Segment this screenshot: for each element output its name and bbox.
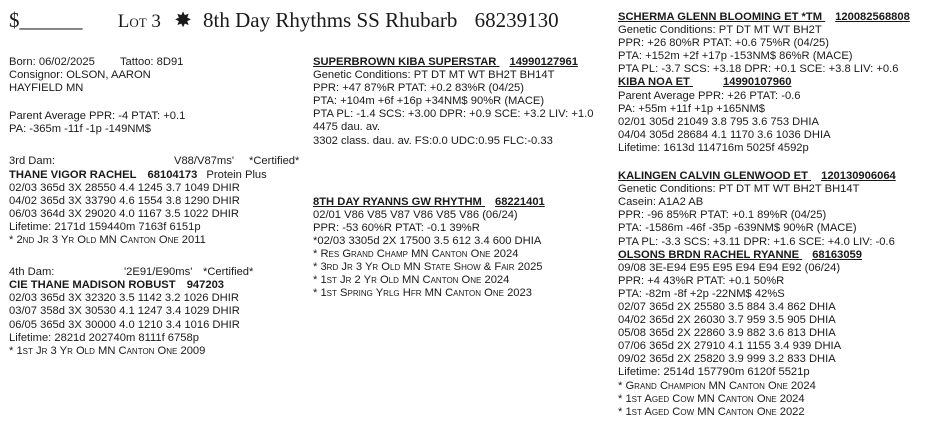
fourth-dam-classification: '2E91/E90ms' [124, 266, 193, 279]
dam-of-dam-line: PTA: -82m -8f +2p -22NM$ 42%S [618, 287, 785, 300]
sire-line: PTA PL: -1.4 SCS: +3.00 DPR: +0.9 SCE: +3.2 LIV: +1.0 [313, 108, 594, 121]
sire-of-dam-name: KALINGEN CALVIN GLENWOOD ET [618, 170, 808, 183]
consignor: Consignor: OLSON, AARON [9, 69, 151, 82]
sire-of-sire-line: PTA: +152m +2f +17p -153NM$ 86%R (MACE) [618, 50, 853, 63]
sire-of-sire-name-row [618, 11, 923, 24]
dam-line: PPR: -53 60%R PTAT: -0.1 39%R [313, 221, 480, 234]
fourth-dam-name: CIE THANE MADISON ROBUST [9, 279, 176, 292]
price-blank: $______ [9, 8, 83, 32]
dam-award: * Res Grand Champ MN Canton One 2024 [313, 248, 519, 261]
dam-of-dam-line: 09/02 365d 2X 25820 3.9 999 3.2 833 DHIA [618, 353, 836, 366]
third-dam-label: 3rd Dam: [9, 155, 56, 168]
sire-of-dam-line: Genetic Conditions: PT DT MT WT BH2T BH14T [618, 183, 860, 196]
sire-line: 4475 dau. av. [313, 121, 380, 134]
sire-of-sire-line: PPR: +26 80%R PTAT: +0.6 75%R (04/25) [618, 37, 830, 50]
fourth-dam-award: * 1st Jr 3 Yr Old MN Canton One 2009 [9, 344, 206, 357]
dam-name: 8TH DAY RYANNS GW RHYTHM [313, 195, 482, 208]
animal-registration: 68239130 [474, 8, 559, 32]
dam-of-dam-award: * 1st Aged Cow MN Canton One 2024 [618, 392, 805, 405]
dam-award: * 3rd Jr 3 Yr Old MN State Show & Fair 2025 [313, 261, 543, 274]
fourth-dam-reg: 947203 [186, 279, 225, 292]
third-dam-name: THANE VIGOR RACHEL [9, 168, 137, 181]
sire-of-dam-line: PPR: -96 85%R PTAT: +0.1 89%R (04/25) [618, 209, 827, 222]
third-dam-header [9, 155, 305, 168]
dam-of-sire-line: 02/01 305d 21049 3.8 795 3.6 753 DHIA [618, 115, 819, 128]
sire-of-dam-line: PTA: -1586m -46f -35p -639NM$ 90%R (MACE) [618, 222, 857, 235]
third-dam-lifetime: Lifetime: 2171d 159440m 7163f 6151p [9, 220, 201, 233]
sire-of-sire-line: PTA PL: -3.7 SCS: +3.18 DPR: +0.1 SCE: +3.8 LIV: +0.6 [618, 63, 899, 76]
sire-dam-column [313, 56, 613, 300]
third-dam-reg: 68104173 [147, 168, 198, 181]
third-dam-name-row [9, 169, 305, 182]
dam-reg: 68221401 [494, 195, 545, 208]
born-date: Born: 06/02/2025 [9, 56, 95, 68]
consignor-location: HAYFIELD MN [9, 82, 84, 95]
dam-of-sire-line: Parent Average PPR: +26 PTAT: -0.6 [618, 89, 801, 102]
sire-name: SUPERBROWN KIBA SUPERSTAR [313, 56, 497, 68]
third-dam-record: 06/03 364d 3X 29020 4.0 1167 3.5 1022 DHIR [9, 207, 239, 220]
animal-info-column [9, 56, 305, 358]
grandparents-column [618, 11, 923, 419]
sire-line: 3302 class. dau. av. FS:0.0 UDC:0.95 FLC:-0.33 [313, 134, 553, 147]
dam-of-sire-name-row [618, 76, 923, 89]
sire-name-row [313, 56, 613, 69]
sire-line: Genetic Conditions: PT DT MT WT BH2T BH14T [313, 69, 555, 82]
dam-line: 02/01 V86 V85 V87 V86 V85 V86 (06/24) [313, 208, 518, 221]
sire-line: PPR: +47 87%R PTAT: +0.2 83%R (04/25) [313, 82, 525, 95]
dam-name-row [313, 196, 613, 209]
sire-of-dam-reg: 120130906064 [821, 170, 896, 183]
dam-of-dam-reg: 68163059 [812, 248, 862, 261]
fourth-dam-record: 06/05 365d 3X 30000 4.0 1210 3.4 1016 DHIR [9, 318, 240, 331]
sire-of-dam-name-row [618, 170, 923, 183]
third-dam-record: 02/03 365d 3X 28550 4.4 1245 3.7 1049 DHIR [9, 181, 240, 194]
sire-line: PTA: +104m +6f +16p +34NM$ 90%R (MACE) [313, 95, 545, 108]
sire-of-sire-reg: 120082568808 [835, 11, 910, 23]
dam-of-sire-line: Lifetime: 1613d 114716m 5025f 4592p [618, 141, 809, 154]
dam-of-dam-name: OLSONS BRDN RACHEL RYANNE [618, 248, 800, 261]
dam-of-sire-name: KIBA NOA ET [618, 76, 690, 89]
parent-average-pa: PA: -365m -11f -1p -149NM$ [9, 123, 151, 136]
dam-of-dam-line: Lifetime: 2514d 157790m 6120f 5521p [618, 366, 810, 379]
dam-of-dam-award: * Grand Champion MN Canton One 2024 [618, 379, 816, 392]
dam-of-dam-award: * 1st Aged Cow MN Canton One 2022 [618, 405, 805, 418]
sire-of-dam-line: PTA PL: -3.3 SCS: +3.11 DPR: +1.6 SCE: +4.0 LIV: -0.6 [618, 235, 895, 248]
dam-of-dam-name-row [618, 249, 923, 262]
dam-of-dam-line: 07/06 365d 2X 27910 4.1 1155 3.4 939 DHIA [618, 340, 842, 353]
third-dam-record: 04/02 365d 3X 33790 4.6 1554 3.8 1290 DHIR [9, 194, 240, 207]
dam-of-sire-line: PA: +55m +11f +1p +165NM$ [618, 102, 765, 115]
dam-of-sire-reg: 14990107960 [723, 76, 792, 89]
fourth-dam-header [9, 266, 305, 279]
dam-of-dam-line: PPR: +4 43%R PTAT: +0.1 50%R [618, 274, 785, 287]
dam-award: * 1st Spring Yrlg Hfr MN Canton One 2023 [313, 287, 532, 300]
lot-header [9, 7, 609, 33]
sire-reg: 14990127961 [509, 56, 578, 68]
dam-of-dam-line: 04/02 365d 2X 26030 3.7 959 3.5 905 DHIA [618, 314, 836, 327]
dam-line: *02/03 3305d 2X 17500 3.5 612 3.4 600 DHIA [313, 234, 542, 247]
dam-of-dam-line: 09/08 3E-E94 E95 E95 E94 E94 E92 (06/24) [618, 261, 841, 274]
sire-of-dam-line: Casein: A1A2 AB [618, 196, 704, 209]
dam-award: * 1st Jr 2 Yr Old MN Canton One 2024 [313, 274, 510, 287]
fourth-dam-name-row [9, 279, 305, 292]
dam-of-dam-line: 05/08 365d 2X 22860 3.9 882 3.6 813 DHIA [618, 327, 836, 340]
dam-of-dam-line: 02/07 365d 2X 25580 3.5 884 3.4 862 DHIA [618, 300, 836, 313]
fourth-dam-label: 4th Dam: [9, 266, 55, 279]
third-dam-certified: *Certified* [249, 155, 300, 168]
birth-tattoo-row [9, 56, 305, 69]
tattoo: Tattoo: 8D91 [119, 56, 184, 68]
fourth-dam-record: 02/03 365d 3X 32320 3.5 1142 3.2 1026 DHIR [9, 292, 239, 305]
star-icon: ✸ [174, 8, 192, 32]
lot-number: Lot 3 [117, 11, 161, 32]
dam-of-sire-line: 04/04 305d 28684 4.1 1170 3.6 1036 DHIA [618, 128, 831, 141]
third-dam-classification: V88/V87ms' [174, 155, 234, 168]
parent-average: Parent Average PPR: -4 PTAT: +0.1 [9, 110, 186, 123]
sire-of-sire-name: SCHERMA GLENN BLOOMING ET *TM [618, 11, 823, 23]
third-dam-note: Protein Plus [206, 168, 267, 181]
fourth-dam-certified: *Certified* [203, 266, 254, 279]
animal-name: 8th Day Rhythms SS Rhubarb [203, 8, 458, 32]
sire-of-sire-line: Genetic Conditions: PT DT MT WT BH2T [618, 24, 822, 37]
fourth-dam-lifetime: Lifetime: 2821d 202740m 8111f 6758p [9, 331, 199, 344]
fourth-dam-record: 03/07 358d 3X 30530 4.1 1247 3.4 1029 DHIR [9, 305, 240, 318]
third-dam-award: * 2nd Jr 3 Yr Old MN Canton One 2011 [9, 234, 206, 247]
